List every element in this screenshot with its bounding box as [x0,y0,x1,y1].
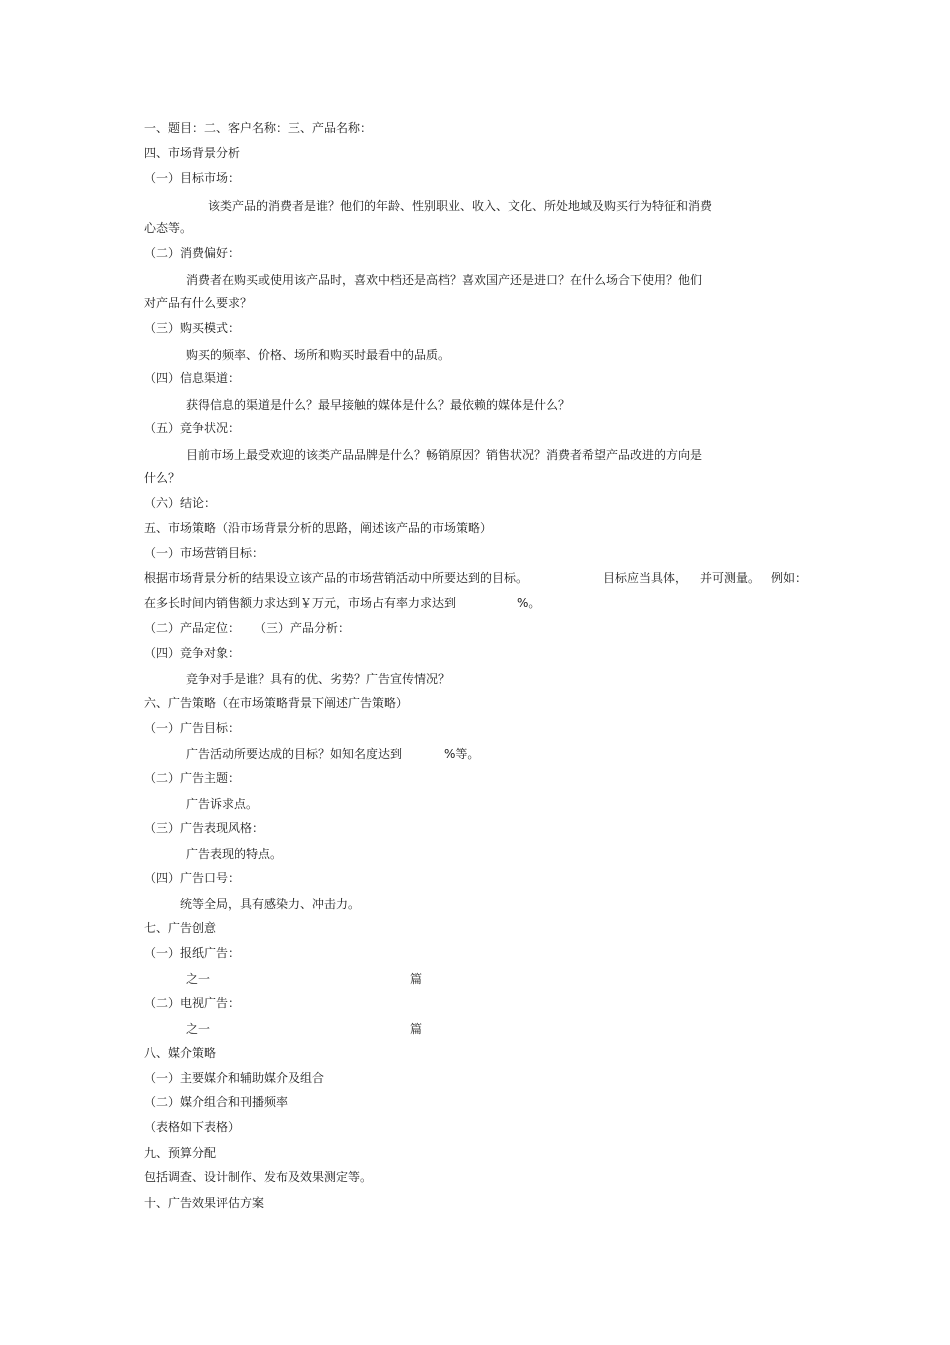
subsection-heading: （三）广告表现风格： [144,821,265,835]
subsection-heading: （三）产品分析： [254,621,351,635]
body-text-part: %等。 [444,747,480,761]
section-heading: 八、媒介策略 [144,1046,217,1060]
body-text-part: 例如： [771,571,808,585]
body-text: 购买的频率、价格、场所和购买时最看中的品质。 [186,348,451,362]
body-text-part: 篇 [410,972,423,986]
body-text: 竞争对手是谁？具有的优、劣势？广告宣传情况？ [186,672,451,686]
subsection-heading: （一）广告目标： [144,721,241,735]
section-heading: 十、广告效果评估方案 [144,1196,265,1210]
body-text [144,570,528,586]
body-text-part: 并可测量。 [700,571,761,585]
body-text-part: 在多长时间内销售额力求达到￥万元，市场占有率力求达到 [144,596,457,610]
subsection-heading: （四）竞争对象： [144,646,241,660]
body-text: 广告表现的特点。 [186,847,283,861]
section-heading: 七、广告创意 [144,921,217,935]
subsection-heading: （二）广告主题： [144,771,241,785]
body-text: 什么？ [144,471,181,485]
subsection-heading: （一）主要媒介和辅助媒介及组合 [144,1071,325,1085]
body-text: 包括调查、设计制作、发布及效果测定等。 [144,1170,373,1184]
subsection-heading: （六）结论： [144,496,217,510]
body-text-part: 篇 [410,1022,423,1036]
subsection-heading: （一）目标市场： [144,171,241,185]
section-heading: 五、市场策略（沿市场背景分析的思路，阐述该产品的市场策略） [144,521,493,535]
section-heading: 九、预算分配 [144,1146,217,1160]
body-text: 该类产品的消费者是谁？他们的年龄、性别职业、收入、文化、所处地域及购买行为特征和消费 [208,199,713,213]
body-text-part: 目标应当具体， [603,571,688,585]
body-text: 获得信息的渠道是什么？最早接触的媒体是什么？最依赖的媒体是什么？ [186,398,571,412]
subsection-heading: （一）报纸广告： [144,946,241,960]
subsection-heading: （二）消费偏好： [144,246,241,260]
body-text-part: 广告活动所要达成的目标？如知名度达到 [186,747,403,761]
body-text: （表格如下表格） [144,1120,241,1134]
subsection-heading: （四）广告口号： [144,871,241,885]
body-text: 广告诉求点。 [186,797,259,811]
body-text: 目前市场上最受欢迎的该类产品品牌是什么？畅销原因？销售状况？消费者希望产品改进的方向是 [186,448,703,462]
subsection-heading: （二）电视广告： [144,996,241,1010]
subsection-heading: （四）信息渠道： [144,371,241,385]
body-text-part: 根据市场背景分析的结果设立该产品的市场营销活动中所要达到的目标。 [144,571,529,585]
body-text-part: %。 [517,596,541,610]
body-text: 统等全局，具有感染力、冲击力。 [180,897,361,911]
subsection-heading: （五）竞争状况： [144,421,241,435]
body-text-part: 之一 [186,1022,211,1036]
title-line: 一、题目：二、客户名称：三、产品名称： [144,121,373,135]
subsection-heading: （二）产品定位： [144,621,241,635]
body-text: 对产品有什么要求？ [144,296,253,310]
section-heading: 四、市场背景分析 [144,146,241,160]
subsection-heading: （三）购买模式： [144,321,241,335]
subsection-heading: （一）市场营销目标： [144,546,265,560]
subsection-heading: （二）媒介组合和刊播频率 [144,1095,289,1109]
body-text-part: 之一 [186,972,211,986]
body-text: 消费者在购买或使用该产品时，喜欢中档还是高档？喜欢国产还是进口？在什么场合下使用？他们 [186,273,703,287]
body-text: 心态等。 [144,221,193,235]
section-heading: 六、广告策略（在市场策略背景下阐述广告策略） [144,696,409,710]
